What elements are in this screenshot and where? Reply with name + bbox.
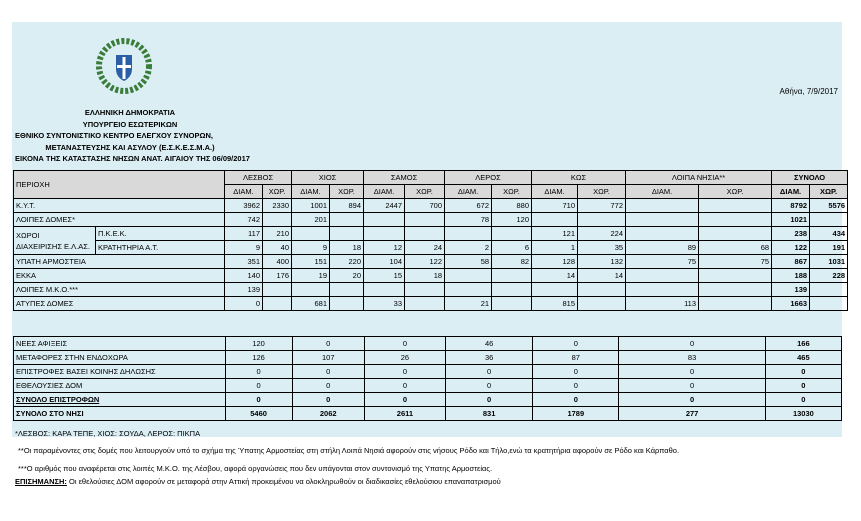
table-cell: 5576 [810, 199, 848, 213]
table-cell [578, 213, 626, 227]
table-cell: 465 [765, 351, 841, 365]
movements-table [13, 336, 842, 421]
table-cell: 191 [810, 241, 848, 255]
table-cell: 0 [765, 365, 841, 379]
sub-header: ΧΩΡ. [578, 185, 626, 199]
table-cell: 880 [492, 199, 532, 213]
table-cell: 815 [532, 297, 578, 311]
table-cell: 113 [626, 297, 699, 311]
table-cell: 126 [225, 351, 292, 365]
note-4-label: ΕΠΙΣΗΜΑΝΣΗ: [15, 477, 67, 486]
table-cell: 120 [492, 213, 532, 227]
note-4 [15, 477, 501, 486]
island-header: ΚΩΣ [532, 171, 626, 185]
table-cell: 36 [446, 351, 533, 365]
table-cell: 277 [619, 407, 765, 421]
republic-label: ΕΛΛΗΝΙΚΗ ΔΗΜΟΚΡΑΤΙΑ [84, 108, 176, 117]
table-cell: 0 [765, 379, 841, 393]
table-cell: 2611 [364, 407, 445, 421]
table-row [14, 351, 842, 365]
table-cell: 0 [619, 393, 765, 407]
table-row [14, 213, 848, 227]
table-cell: 400 [263, 255, 292, 269]
table-cell: 83 [619, 351, 765, 365]
table-row [14, 365, 842, 379]
table-cell [364, 227, 405, 241]
row-group-label-2: ΔΙΑΧΕΙΡΙΣΗΣ Ε.Λ.ΑΣ. [16, 241, 90, 251]
table-row [14, 407, 842, 421]
table-cell: 700 [405, 199, 445, 213]
table-cell: 0 [292, 337, 364, 351]
table-cell: 0 [292, 393, 364, 407]
table-cell: 0 [446, 393, 533, 407]
report-date: Αθήνα, 7/9/2017 [779, 87, 838, 96]
table-row [14, 379, 842, 393]
table-cell [699, 199, 772, 213]
report-title: ΕΙΚΟΝΑ ΤΗΣ ΚΑΤΑΣΤΑΣΗΣ ΝΗΣΩΝ ΑΝΑΤ. ΑΙΓΑΙΟΥ ΤΗΣ 06/09/2017 [15, 154, 250, 163]
table-cell [330, 227, 364, 241]
table-cell: 224 [578, 227, 626, 241]
table-cell: 0 [765, 393, 841, 407]
table-cell: 0 [225, 393, 292, 407]
table-cell: 0 [292, 365, 364, 379]
table-cell: 1 [532, 241, 578, 255]
table-cell: 0 [364, 379, 445, 393]
table-cell: 33 [364, 297, 405, 311]
sub-header: ΧΩΡ. [330, 185, 364, 199]
table-cell: 14 [532, 269, 578, 283]
table-cell [810, 297, 848, 311]
table-cell: 0 [533, 365, 619, 379]
row-label: ΥΠΑΤΗ ΑΡΜΟΣΤΕΙΑ [14, 255, 225, 269]
table-cell: 2062 [292, 407, 364, 421]
table-cell: 107 [292, 351, 364, 365]
table-cell: 176 [263, 269, 292, 283]
table-cell [492, 269, 532, 283]
sub-header: ΔΙΑΜ. [292, 185, 330, 199]
table-cell: 0 [619, 365, 765, 379]
table-cell: 831 [446, 407, 533, 421]
table-cell: 122 [772, 241, 810, 255]
row-label: ΝΕΕΣ ΑΦΙΞΕΙΣ [14, 337, 226, 351]
sub-header: ΔΙΑΜ. [225, 185, 263, 199]
table-row [14, 269, 848, 283]
table-cell [492, 297, 532, 311]
table-cell: 894 [330, 199, 364, 213]
table-cell [699, 283, 772, 297]
table-cell: 434 [810, 227, 848, 241]
table-row [14, 297, 848, 311]
island-header: ΛΕΣΒΟΣ [225, 171, 292, 185]
table-cell: 351 [225, 255, 263, 269]
table-cell [699, 297, 772, 311]
table-cell [532, 283, 578, 297]
table-cell: 2 [445, 241, 492, 255]
row-label: ΕΘΕΛΟΥΣΙΕΣ ΔΟΜ [14, 379, 226, 393]
header-row [14, 171, 848, 185]
table-cell: 139 [772, 283, 810, 297]
table-cell: 201 [292, 213, 330, 227]
table-cell: 0 [619, 379, 765, 393]
table-cell: 122 [405, 255, 445, 269]
table-cell [292, 227, 330, 241]
table-cell [405, 297, 445, 311]
table-cell: 0 [446, 365, 533, 379]
table-row [14, 337, 842, 351]
note-2: **Οι παραμένοντες στις δομές που λειτουργούν υπό το σχήμα της Ύπατης Αρμοστείας στη στήλη Λοιπά Νησιά αφορούν στις νήσους Ρόδο και Τήλο,ενώ τα κρατητήρια αφορούν σε Ρόδο και Κάρπαθο. [18, 446, 680, 455]
note-1: *ΛΕΣΒΟΣ: ΚΑΡΑ ΤΕΠΕ, ΧΙΟΣ: ΣΟΥΔΑ, ΛΕΡΟΣ: ΠΙΚΠΑ [15, 429, 201, 438]
table-cell [445, 269, 492, 283]
sub-header: ΔΙΑΜ. [445, 185, 492, 199]
table-cell: 2330 [263, 199, 292, 213]
island-header: ΣΥΝΟΛΟ [772, 171, 848, 185]
table-cell: 2447 [364, 199, 405, 213]
table-cell: 220 [330, 255, 364, 269]
table-cell: 0 [225, 379, 292, 393]
table-cell [364, 213, 405, 227]
table-cell [405, 213, 445, 227]
table-cell: 14 [578, 269, 626, 283]
row-label: ΑΤΥΠΕΣ ΔΟΜΕΣ [14, 297, 225, 311]
table-cell [578, 283, 626, 297]
table-cell [445, 227, 492, 241]
table-cell: 58 [445, 255, 492, 269]
table-cell: 0 [533, 337, 619, 351]
row-label: ΕΚΚΑ [14, 269, 225, 283]
table-cell [626, 283, 699, 297]
table-cell: 18 [330, 241, 364, 255]
table-cell: 0 [533, 379, 619, 393]
table-cell [626, 269, 699, 283]
table-cell: 1789 [533, 407, 619, 421]
table-cell: 1663 [772, 297, 810, 311]
table-cell: 128 [532, 255, 578, 269]
table-cell [330, 213, 364, 227]
table-cell [492, 283, 532, 297]
table-cell: 710 [532, 199, 578, 213]
table-cell: 772 [578, 199, 626, 213]
table-cell: 0 [225, 297, 263, 311]
table-cell: 742 [225, 213, 263, 227]
table-row [14, 227, 848, 241]
table-cell: 68 [699, 241, 772, 255]
table-cell: 0 [225, 365, 292, 379]
sub-header: ΧΩΡ. [405, 185, 445, 199]
table-cell [445, 283, 492, 297]
table-cell: 0 [533, 393, 619, 407]
row-label: ΣΥΝΟΛΟ ΣΤΟ ΝΗΣΙ [14, 407, 226, 421]
table-cell: 21 [445, 297, 492, 311]
row-label: ΚΡΑΤΗΤΗΡΙΑ Α.Τ. [96, 241, 225, 255]
row-label: ΛΟΙΠΕΣ ΔΟΜΕΣ* [14, 213, 225, 227]
table-cell [263, 283, 292, 297]
table-cell: 5460 [225, 407, 292, 421]
table-cell: 6 [492, 241, 532, 255]
table-row [14, 393, 842, 407]
table-cell: 18 [405, 269, 445, 283]
table-cell: 9 [225, 241, 263, 255]
table-cell [405, 227, 445, 241]
sub-header: ΧΩΡ. [810, 185, 848, 199]
table-cell [330, 297, 364, 311]
table-cell: 8792 [772, 199, 810, 213]
table-cell: 82 [492, 255, 532, 269]
table-cell: 26 [364, 351, 445, 365]
table-cell: 672 [445, 199, 492, 213]
row-label: ΛΟΙΠΕΣ Μ.Κ.Ο.*** [14, 283, 225, 297]
row-group-label [14, 227, 96, 255]
table-cell [626, 227, 699, 241]
row-label: Π.Κ.Ε.Κ. [96, 227, 225, 241]
table-cell: 89 [626, 241, 699, 255]
table-cell: 681 [292, 297, 330, 311]
sub-header: ΔΙΑΜ. [626, 185, 699, 199]
table-cell [492, 227, 532, 241]
sub-header: ΧΩΡ. [492, 185, 532, 199]
table-cell [699, 269, 772, 283]
table-cell: 3962 [225, 199, 263, 213]
sub-header: ΧΩΡ. [263, 185, 292, 199]
table-cell: 867 [772, 255, 810, 269]
table-cell: 166 [765, 337, 841, 351]
note-3: ***Ο αριθμός που αναφέρεται στις λοιπές Μ.Κ.Ο. της Λέσβου, αφορά οργανώσεις που δεν υπάγονται στον συντονισμό της Υπατης Αρμοστείας. [18, 464, 493, 473]
table-cell: 0 [446, 379, 533, 393]
table-cell: 0 [619, 337, 765, 351]
center-label: ΕΘΝΙΚΟ ΣΥΝΤΟΝΙΣΤΙΚΟ ΚΕΝΤΡΟ ΕΛΕΓΧΟΥ ΣΥΝΟΡΩΝ, [15, 131, 214, 140]
row-group-label-1: ΧΩΡΟΙ [16, 230, 40, 240]
table-cell [810, 283, 848, 297]
table-cell [626, 213, 699, 227]
greek-emblem-icon [95, 37, 153, 95]
note-4-text: Οι εθελούσιες ΔΟΜ αφορούν σε μεταφορά στην Αττική προκειμένου να ολοκληρωθούν οι διαδικασίες εθελούσιου επαναπατρισμού [66, 477, 501, 486]
table-cell: 75 [626, 255, 699, 269]
table-cell: 15 [364, 269, 405, 283]
table-cell [626, 199, 699, 213]
table-cell: 140 [225, 269, 263, 283]
row-label: ΜΕΤΑΦΟΡΕΣ ΣΤΗΝ ΕΝΔΟΧΩΡΑ [14, 351, 226, 365]
table-row [14, 199, 848, 213]
table-cell: 20 [330, 269, 364, 283]
table-cell: 40 [263, 241, 292, 255]
table-cell [263, 297, 292, 311]
center-label-2: ΜΕΤΑΝΑΣΤΕΥΣΗΣ ΚΑΙ ΑΣΥΛΟΥ (Ε.Σ.Κ.Ε.Σ.Μ.Α.) [45, 142, 215, 152]
table-cell: 117 [225, 227, 263, 241]
island-header: ΣΑΜΟΣ [364, 171, 445, 185]
table-cell: 228 [810, 269, 848, 283]
table-cell: 1001 [292, 199, 330, 213]
table-cell: 13030 [765, 407, 841, 421]
table-cell [263, 213, 292, 227]
table-row [14, 283, 848, 297]
table-cell [364, 283, 405, 297]
table-cell: 87 [533, 351, 619, 365]
table-cell: 0 [292, 379, 364, 393]
table-cell: 121 [532, 227, 578, 241]
table-cell: 139 [225, 283, 263, 297]
table-cell: 210 [263, 227, 292, 241]
island-header: ΛΕΡΟΣ [445, 171, 532, 185]
table-cell [292, 283, 330, 297]
sub-header: ΔΙΑΜ. [772, 185, 810, 199]
table-cell: 120 [225, 337, 292, 351]
table-cell: 19 [292, 269, 330, 283]
table-cell: 12 [364, 241, 405, 255]
table-cell: 188 [772, 269, 810, 283]
table-cell: 0 [364, 393, 445, 407]
table-cell [405, 283, 445, 297]
table-cell: 132 [578, 255, 626, 269]
table-cell: 151 [292, 255, 330, 269]
row-label: Κ.Υ.Τ. [14, 199, 225, 213]
table-cell [699, 227, 772, 241]
table-cell: 35 [578, 241, 626, 255]
sub-header: ΧΩΡ. [699, 185, 772, 199]
table-cell: 1031 [810, 255, 848, 269]
table-cell: 0 [364, 365, 445, 379]
table-cell: 238 [772, 227, 810, 241]
sub-header: ΔΙΑΜ. [364, 185, 405, 199]
table-row [14, 241, 848, 255]
table-cell [699, 213, 772, 227]
table-cell: 0 [364, 337, 445, 351]
table-cell [810, 213, 848, 227]
island-header: ΛΟΙΠΑ ΝΗΣΙΑ** [626, 171, 772, 185]
table-cell: 75 [699, 255, 772, 269]
table-cell: 9 [292, 241, 330, 255]
table-cell [532, 213, 578, 227]
row-label: ΕΠΙΣΤΡΟΦΕΣ ΒΑΣΕΙ ΚΟΙΝΗΣ ΔΗΛΩΣΗΣ [14, 365, 226, 379]
ministry-label: ΥΠΟΥΡΓΕΙΟ ΕΣΩΤΕΡΙΚΩΝ [82, 119, 178, 129]
table-cell: 78 [445, 213, 492, 227]
area-header: ΠΕΡΙΟΧΗ [14, 171, 225, 199]
table-cell: 1021 [772, 213, 810, 227]
table-cell [578, 297, 626, 311]
table-cell: 24 [405, 241, 445, 255]
table-cell: 104 [364, 255, 405, 269]
sub-header: ΔΙΑΜ. [532, 185, 578, 199]
island-header: ΧΙΟΣ [292, 171, 364, 185]
row-label: ΣΥΝΟΛΟ ΕΠΙΣΤΡΟΦΩΝ [14, 393, 226, 407]
table-cell [330, 283, 364, 297]
report-header [15, 107, 250, 165]
table-row [14, 255, 848, 269]
table-cell: 46 [446, 337, 533, 351]
situation-table [13, 170, 848, 311]
